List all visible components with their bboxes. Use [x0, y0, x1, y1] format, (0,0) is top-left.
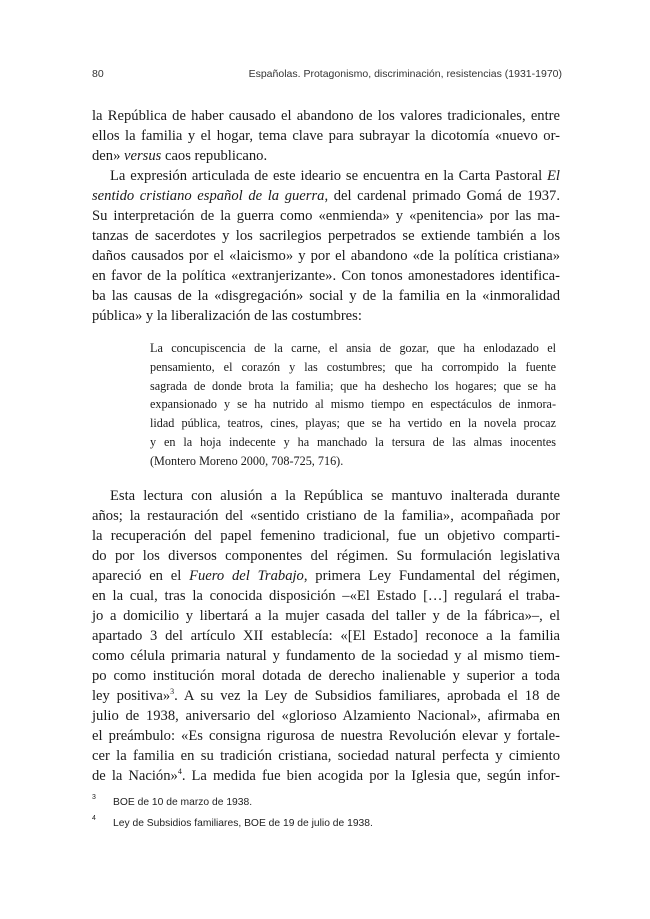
text-line: pública» y la liberalización de las costumbres: — [92, 308, 362, 324]
text-line: el preámbulo: «Es consigna rigurosa de nuestra Revolución elevar y fortale- — [92, 728, 560, 744]
text-line — [92, 186, 560, 206]
quote-line: expansionado y se ha nutrido al mismo tiempo en espectáculos de inmora- — [150, 397, 556, 412]
text-span: de la Nación» — [92, 768, 178, 784]
italic-term: versus — [124, 148, 162, 164]
text-line: como célula primaria natural y fundamento de la sociedad y al mismo tiem- — [92, 648, 560, 664]
quote-line: sagrada de donde brota la familia; que ha deshecho los hogares; que se ha — [150, 378, 556, 393]
text-line: cer la familia en su tradición cristiana, sociedad natural perfecta y cimiento — [92, 748, 560, 764]
paragraph-3 — [92, 486, 560, 786]
text-line: Esta lectura con alusión a la República se mantuvo inalterada durante — [110, 488, 560, 504]
text-line: po como institución moral dotada de derecho inalienable y superior a toda — [92, 668, 560, 684]
italic-title: Fuero del Trabajo — [189, 568, 304, 584]
footnote-mark: 3 — [92, 794, 96, 801]
quote-line: y en la hoja indecente y ha manchado la tersura de las almas inocentes — [150, 434, 556, 449]
text-span: . A su vez la Ley de Subsidios familiares, aprobada el 18 de — [174, 688, 560, 704]
quote-line: pensamiento, el corazón y las costumbres; que ha corrompido la fuente — [150, 359, 556, 374]
footnote-ref[interactable]: 3 — [170, 687, 175, 697]
main-text — [92, 106, 560, 326]
text-line: ba las causas de la «disgregación» social y de la familia en la «inmoralidad — [92, 288, 560, 304]
quote-citation: (Montero Moreno 2000, 708-725, 716). — [150, 453, 344, 468]
text-line: años; la restauración del «sentido cristiano de la familia», acompañada por — [92, 508, 560, 524]
footnote-text: BOE de 10 de marzo de 1938. — [113, 797, 253, 808]
text-line: tanzas de sacerdotes y los sacrilegios perpetrados se extiende también a los — [92, 228, 560, 244]
text-span: . La medida fue bien acogida por la Iglesia que, según infor- — [181, 768, 560, 784]
text-span: , primera Ley Fundamental del régimen, — [303, 568, 561, 584]
text-line — [92, 166, 560, 186]
running-title: Españolas. Protagonismo, discriminación, resistencias (1931-1970) — [248, 68, 562, 80]
block-quote — [150, 339, 556, 471]
text-line: Su interpretación de la guerra como «enmienda» y «penitencia» por las ma- — [92, 208, 560, 224]
text-line: daños causados por el «laicismo» y por el abandono «de la política cristiana» — [92, 248, 560, 264]
footnote-text: Ley de Subsidios familiares, BOE de 19 de julio de 1938. — [113, 818, 373, 829]
text-line: ellos la familia y el hogar, tema clave para subrayar la dicotomía «nuevo or- — [92, 128, 560, 144]
quote-line: lidad pública, teatros, cines, playas; que se ha vertido en la novela procaz — [150, 416, 556, 431]
text-span: apareció en el — [92, 568, 190, 584]
running-header — [92, 68, 562, 84]
text-line: apartado 3 del artículo XII establecía: «[El Estado] reconoce a la familia — [92, 628, 560, 644]
text-span: den» — [92, 148, 125, 164]
text-line — [92, 686, 560, 706]
text-line — [92, 566, 560, 586]
paragraph-1 — [92, 106, 560, 166]
text-line: la recuperación del papel femenino tradicional, fue un objetivo comparti- — [92, 528, 560, 544]
text-line: la República de haber causado el abandono de los valores tradicionales, entre — [92, 108, 560, 124]
text-line: en la cual, tras la conocida disposición –«El Estado […] regulará el traba- — [92, 588, 560, 604]
text-line — [92, 146, 560, 166]
text-span: caos republicano. — [161, 148, 268, 164]
footnote-ref[interactable]: 4 — [177, 767, 182, 777]
text-line — [92, 766, 560, 786]
text-span: La expresión articulada de este ideario se encuentra en la Carta Pastoral — [110, 168, 548, 184]
italic-title: El — [547, 168, 560, 184]
italic-title: sentido cristiano español de la guerra — [92, 188, 325, 204]
text-span: , del cardenal primado Gomá de 1937. — [324, 188, 560, 204]
text-line: jo a domicilio y libertará a la mujer casada del taller y de la fábrica»–, el — [92, 608, 560, 624]
paragraph-2 — [92, 166, 560, 326]
footnote-mark: 4 — [92, 815, 96, 822]
text-line: julio de 1938, aniversario del «glorioso Alzamiento Nacional», afirmaba en — [92, 708, 560, 724]
text-span: ley positiva» — [92, 688, 171, 704]
quote-line: La concupiscencia de la carne, el ansia de gozar, que ha enlodazado el — [150, 341, 556, 355]
page-number: 80 — [92, 68, 104, 80]
text-line: en favor de la política «extranjerizante». Con tonos amonestadores identifica- — [92, 268, 560, 284]
text-line: do por los diversos componentes del régimen. Su formulación legislativa — [92, 548, 560, 564]
